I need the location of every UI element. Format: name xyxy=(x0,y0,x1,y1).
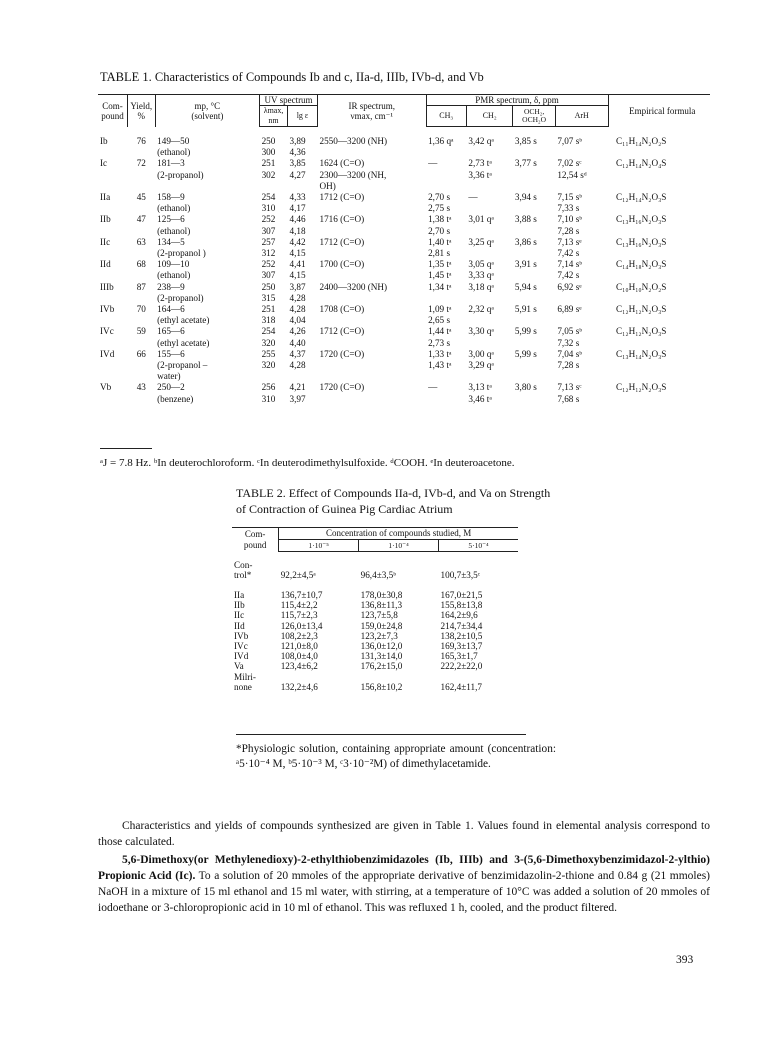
t1-cell-lg: 4,46 4,18 xyxy=(289,214,306,236)
t2-cell-compound: IVb xyxy=(234,630,249,641)
t1-cell-arh: 7,13 sᵉ 7,42 s xyxy=(557,236,582,259)
t1-header-compound: Com- pound xyxy=(98,95,127,127)
t1-header-arh: ArH xyxy=(555,106,608,127)
t1-cell-arh: 7,14 sᵇ 7,42 s xyxy=(557,259,583,281)
t1-cell-formula: C₁₂H₁₄N₂O₃S xyxy=(616,192,667,203)
t1-cell-compound: IVc xyxy=(100,326,114,337)
t2-control-v3: 100,7±3,5ᶜ xyxy=(440,569,481,580)
t1-cell-lg: 4,33 4,17 xyxy=(289,192,306,214)
t1-cell-compound: IIIb xyxy=(100,281,114,292)
t2-cell-v3: 164,2±9,6 xyxy=(440,610,478,621)
t2-cell-v3: 155,8±13,8 xyxy=(440,600,483,611)
t1-cell-och: 3,88 s xyxy=(514,214,537,225)
t1-cell-lambda: 251 302 xyxy=(261,158,276,180)
table1-title: TABLE 1. Characteristics of Compounds Ib and c, IIa-d, IIIb, IVb-d, and Vb xyxy=(100,70,484,84)
t1-header-mp: mp, °C (solvent) xyxy=(155,95,259,127)
t1-header-formula: Empirical formula xyxy=(608,95,710,127)
t1-cell-yield: 68 xyxy=(136,259,146,270)
t1-cell-ch2: 2,73 tᵃ 3,36 tᵃ xyxy=(468,158,492,180)
t1-cell-formula: C₁₂H₁₂N₂O₃S xyxy=(616,326,667,337)
t1-cell-och: 5,99 s xyxy=(514,348,537,359)
t1-cell-ch3: 1,44 tᵃ 2,73 s xyxy=(428,326,452,348)
t2-cell-v3: 169,3±13,7 xyxy=(440,640,483,651)
t1-cell-ir: 1712 (C=O) xyxy=(319,326,365,337)
table1-row xyxy=(98,192,710,214)
t2-cell-compound: IIb xyxy=(234,600,245,611)
t1-cell-ch3: 1,38 tᵃ 2,70 s xyxy=(428,214,452,236)
t1-cell-och: 5,91 s xyxy=(514,304,537,315)
t1-cell-ir: 2550—3200 (NH) xyxy=(319,135,388,146)
table2-row xyxy=(232,610,518,620)
t2-cell-v1: 136,7±10,7 xyxy=(280,589,323,600)
t2-cell-v2: 136,8±11,3 xyxy=(360,600,403,611)
body-paragraph-2 xyxy=(98,852,710,916)
table2-row xyxy=(232,651,518,661)
t1-cell-formula: C₁₁H₁₄N₂O₂S xyxy=(616,135,667,146)
body-paragraph-1: Characteristics and yields of compounds synthesized are given in Table 1. Values found in elemental analysis correspond to those calculated. xyxy=(98,820,710,848)
table1-row xyxy=(98,382,710,404)
t1-cell-lg: 4,26 4,40 xyxy=(289,326,306,348)
table2-title: TABLE 2. Effect of Compounds IIa-d, IVb-d, and Va on Strength of Contraction of Guinea Pig Cardiac Atrium xyxy=(236,486,551,516)
t2-milrinone-v1: 132,2±4,6 xyxy=(280,681,318,692)
t1-cell-mp: 109—10 (ethanol) xyxy=(157,259,191,281)
t1-cell-ch3: 1,35 tᵃ 1,45 tᵃ xyxy=(428,259,452,281)
t1-cell-ch2: 3,30 qᵃ xyxy=(468,326,494,337)
t1-cell-ch2: 3,13 tᵃ 3,46 tᵃ xyxy=(468,382,492,404)
t1-header-uv: UV spectrum xyxy=(260,95,318,106)
table2 xyxy=(232,527,518,692)
t1-cell-mp: 125—6 (ethanol) xyxy=(157,214,191,236)
t1-cell-compound: Ib xyxy=(100,135,108,146)
t1-cell-compound: IVd xyxy=(100,348,115,359)
t2-cell-v3: 222,2±22,0 xyxy=(440,661,483,672)
table2-row xyxy=(232,661,518,671)
t1-cell-ch2: 3,18 qᵃ xyxy=(468,281,494,292)
section-text: To a solution of 20 mmoles of the appropriate derivative of benzimidazolin-2-thione and 0.84 g (21 mmoles) NaOH in a mixture of 15 ml ethanol and 15 ml water, with stirring, at a temperature of 10°C was added a solution of 20 mmoles of iodoethane or 3-chloropropionic acid in 10 ml of ethanol. This was refluxed 1 h, cooled, and the product filtered. xyxy=(98,870,711,914)
t2-cell-v3: 165,3±1,7 xyxy=(440,651,478,662)
t1-cell-och: 3,80 s xyxy=(514,382,537,393)
t2-milrinone-row xyxy=(232,672,518,692)
t1-cell-ir: 2400—3200 (NH) xyxy=(319,281,388,292)
t1-cell-lg: 3,89 4,36 xyxy=(289,136,306,158)
t1-cell-ch3: 2,70 s 2,75 s xyxy=(428,192,451,214)
t1-cell-ch3: 1,09 tᵃ 2,65 s xyxy=(428,304,452,326)
t1-cell-och: 3,91 s xyxy=(514,259,537,270)
t1-cell-formula: C₁₃H₁₄N₂O₃S xyxy=(616,348,667,359)
table1-row xyxy=(98,349,710,383)
t1-cell-ir: 1720 (C=O) xyxy=(319,382,365,393)
t1-cell-lg: 4,21 3,97 xyxy=(289,382,306,404)
table2-footnote-rule xyxy=(236,734,526,735)
table2-row xyxy=(232,600,518,610)
t2-cell-v1: 108,2±2,3 xyxy=(280,630,318,641)
t1-cell-arh: 6,89 sᵉ xyxy=(557,304,582,315)
table1-row xyxy=(98,237,710,259)
table1-row xyxy=(98,282,710,304)
t1-cell-formula: C₁₂H₁₂N₂O₃S xyxy=(616,382,667,393)
t2-header-c1: 1·10⁻⁵ xyxy=(279,540,359,552)
t1-cell-ch2: 3,25 qᵃ xyxy=(468,236,494,247)
t1-cell-formula: C₁₄H₁₈N₂O₃S xyxy=(616,259,667,270)
t1-cell-lambda: 251 318 xyxy=(261,304,276,326)
t1-cell-lambda: 256 310 xyxy=(261,382,276,404)
table1-row xyxy=(98,214,710,236)
t1-cell-lg: 4,41 4,15 xyxy=(289,259,306,281)
t1-cell-compound: IIb xyxy=(100,214,111,225)
t2-cell-v2: 178,0±30,8 xyxy=(360,589,403,600)
t1-cell-arh: 6,92 sᵉ xyxy=(557,281,582,292)
t1-cell-mp: 149—50 (ethanol) xyxy=(157,135,191,157)
t1-cell-yield: 63 xyxy=(136,236,146,247)
t2-control-row xyxy=(232,552,518,580)
t1-cell-arh: 7,10 sᵇ 7,28 s xyxy=(557,214,583,236)
t1-cell-arh: 7,02 sᶜ 12,54 sᵈ xyxy=(557,158,587,180)
t2-cell-compound: Va xyxy=(234,661,244,672)
t2-cell-compound: IVd xyxy=(234,651,249,662)
t1-header-och: OCH₂, OCH₂O xyxy=(513,106,555,127)
t1-cell-arh: 7,13 sᶜ 7,68 s xyxy=(557,382,582,404)
t1-cell-yield: 70 xyxy=(136,304,146,315)
t1-cell-ir: 1720 (C=O) xyxy=(319,348,365,359)
t1-cell-yield: 43 xyxy=(136,382,146,393)
t2-cell-compound: IVc xyxy=(234,640,248,651)
t1-header-ch3: CH₃ xyxy=(426,106,466,127)
t1-cell-compound: IIa xyxy=(100,192,111,203)
t2-cell-v3: 138,2±10,5 xyxy=(440,630,483,641)
t1-cell-arh: 7,07 sᵇ xyxy=(557,136,583,146)
t2-header-c3: 5·10⁻⁴ xyxy=(439,540,518,552)
t1-cell-compound: IIc xyxy=(100,236,111,247)
t1-cell-compound: Vb xyxy=(100,382,112,393)
t1-cell-mp: 250—2 (benzene) xyxy=(157,382,194,404)
t1-cell-och: 3,77 s xyxy=(514,158,537,169)
t1-cell-mp: 165—6 (ethyl acetate) xyxy=(157,326,210,348)
t1-cell-ch2: — xyxy=(468,192,478,203)
t1-cell-ch3: 1,34 tᵃ xyxy=(428,281,452,292)
t1-cell-formula: C₁₃H₁₆N₂O₃S xyxy=(616,214,667,225)
t1-cell-yield: 45 xyxy=(136,192,146,203)
t1-cell-ir: 1716 (C=O) xyxy=(319,214,365,225)
t1-cell-lambda: 250 300 xyxy=(261,136,276,158)
table2-row xyxy=(232,580,518,600)
t1-cell-lg: 3,87 4,28 xyxy=(289,281,306,303)
t1-cell-yield: 72 xyxy=(136,158,146,169)
t2-cell-v1: 126,0±13,4 xyxy=(280,620,323,631)
t1-cell-och: 3,94 s xyxy=(514,192,537,203)
t1-cell-mp: 134—5 (2-propanol ) xyxy=(157,236,206,259)
t2-header-c2: 1·10⁻⁴ xyxy=(359,540,439,552)
t2-cell-v2: 136,0±12,0 xyxy=(360,640,403,651)
t1-cell-compound: IVb xyxy=(100,304,115,315)
t2-header-concentration: Concentration of compounds studied, M xyxy=(279,528,518,540)
t1-cell-och: 3,86 s xyxy=(514,236,537,247)
t1-cell-formula: C₁₂H₁₄N₂O₄S xyxy=(616,158,667,169)
t2-cell-compound: IId xyxy=(234,620,245,631)
t1-cell-mp: 238—9 (2-propanol) xyxy=(157,281,204,303)
t1-cell-mp: 181—3 (2-propanol) xyxy=(157,158,204,180)
t2-milrinone-v2: 156,8±10,2 xyxy=(360,681,403,692)
t1-header-pmr: PMR spectrum, δ, ppm xyxy=(426,95,608,106)
t1-cell-ir: 1708 (C=O) xyxy=(319,304,365,315)
t1-cell-ch2: 3,05 qᵃ 3,33 qᵃ xyxy=(468,259,494,281)
t1-cell-ir: 1700 (C=O) xyxy=(319,259,365,270)
t2-control-v1: 92,2±4,5ᵃ xyxy=(280,569,316,580)
t2-control-v2: 96,4±3,5ᵇ xyxy=(360,569,397,580)
t2-cell-v3: 167,0±21,5 xyxy=(440,589,483,600)
t1-cell-ch3: — xyxy=(428,158,438,169)
t1-cell-formula: C₁₀H₁₀N₂O₂S xyxy=(616,281,667,292)
t1-cell-lg: 4,37 4,28 xyxy=(289,348,306,371)
t2-cell-v2: 131,3±14,0 xyxy=(360,651,403,662)
t2-control-label: Con- trol* xyxy=(234,559,253,580)
t2-cell-v1: 115,7±2,3 xyxy=(280,610,318,621)
t1-header-lg: lg ε xyxy=(288,106,318,127)
t1-cell-lambda: 254 320 xyxy=(261,326,276,348)
t1-cell-mp: 158—9 (ethanol) xyxy=(157,192,191,214)
table2-row xyxy=(232,621,518,631)
t1-cell-lambda: 252 307 xyxy=(261,259,276,281)
table1-row xyxy=(98,304,710,326)
t2-milrinone-v3: 162,4±11,7 xyxy=(440,681,482,692)
t1-cell-yield: 66 xyxy=(136,348,146,359)
section-heading: 5,6-Dimethoxy(or Methylenedioxy)-2-ethylthiobenzimidazoles (Ib, IIIb) and 3-(5,6-Dimethoxybenzimidazol-2-ylthio) Propionic Acid (Ic). xyxy=(98,854,710,882)
t1-cell-yield: 87 xyxy=(136,281,146,292)
t1-cell-arh: 7,04 sᵇ 7,28 s xyxy=(557,348,583,371)
t2-cell-v1: 121,0±8,0 xyxy=(280,640,318,651)
t1-cell-lambda: 255 320 xyxy=(261,348,276,371)
t1-cell-ch3: 1,40 tᵃ 2,81 s xyxy=(428,236,452,259)
t1-cell-ch3: 1,36 qᵃ xyxy=(428,136,454,146)
t1-cell-yield: 76 xyxy=(136,135,146,146)
t1-cell-compound: IId xyxy=(100,259,111,270)
t2-cell-v3: 214,7±34,4 xyxy=(440,620,483,631)
t1-cell-lambda: 257 312 xyxy=(261,236,276,259)
table1-footnote: ᵃJ = 7.8 Hz. ᵇIn deuterochloroform. ᶜIn deuterodimethylsulfoxide. ᵈCOOH. ᵉIn deuteroacetone. xyxy=(100,457,515,469)
t2-header-compound: Com- pound xyxy=(232,528,279,552)
t1-cell-ir: 1712 (C=O) xyxy=(319,192,365,203)
t2-cell-v2: 159,0±24,8 xyxy=(360,620,403,631)
t2-cell-compound: IIa xyxy=(234,589,245,600)
t1-cell-och: 3,85 s xyxy=(514,136,537,146)
t1-cell-mp: 155—6 (2-propanol – water) xyxy=(157,348,208,382)
table2-row xyxy=(232,631,518,641)
t1-cell-ch2: 3,42 qᵃ xyxy=(468,136,494,146)
t1-cell-lg: 3,85 4,27 xyxy=(289,158,306,180)
table1 xyxy=(98,94,710,405)
t1-cell-formula: C₁₃H₁₆N₂O₃S xyxy=(616,236,667,247)
t1-cell-arh: 7,05 sᵇ 7,32 s xyxy=(557,326,583,348)
t1-cell-lambda: 252 307 xyxy=(261,214,276,236)
t2-cell-compound: IIc xyxy=(234,610,245,621)
t1-cell-formula: C₁₂H₁₂N₂O₃S xyxy=(616,304,667,315)
t1-cell-compound: Ic xyxy=(100,158,108,169)
t1-cell-ch3: — xyxy=(428,382,438,393)
t2-cell-v1: 108,0±4,0 xyxy=(280,651,318,662)
t1-cell-arh: 7,15 sᵇ 7,33 s xyxy=(557,192,583,214)
t1-cell-yield: 59 xyxy=(136,326,146,337)
t1-cell-ir: 1624 (C=O) 2300—3200 (NH, OH) xyxy=(319,158,387,191)
t1-header-lambda: λmax, nm xyxy=(260,106,288,127)
t2-cell-v1: 115,4±2,2 xyxy=(280,600,318,611)
t1-cell-och: 5,94 s xyxy=(514,281,537,292)
table1-row xyxy=(98,259,710,281)
table1-row xyxy=(98,326,710,348)
table1-row xyxy=(98,158,710,192)
t1-cell-ch2: 3,01 qᵃ xyxy=(468,214,494,225)
t1-cell-ch2: 3,00 qᵃ 3,29 qᵃ xyxy=(468,348,494,371)
t1-cell-yield: 47 xyxy=(136,214,146,225)
t2-cell-v2: 176,2±15,0 xyxy=(360,661,403,672)
t1-header-yield: Yield, % xyxy=(127,95,155,127)
t1-header-ir: IR spectrum, νmax, cm⁻¹ xyxy=(317,95,426,127)
t1-cell-lambda: 250 315 xyxy=(261,281,276,303)
t1-cell-ch2: 2,32 qᵃ xyxy=(468,304,494,315)
t1-cell-lambda: 254 310 xyxy=(261,192,276,214)
t2-milrinone-label: Milri- none xyxy=(234,671,256,692)
table1-footnote-rule xyxy=(100,448,152,449)
t1-cell-lg: 4,28 4,04 xyxy=(289,304,306,326)
t1-cell-ch3: 1,33 tᵃ 1,43 tᵃ xyxy=(428,348,452,371)
t1-cell-och: 5,99 s xyxy=(514,326,537,337)
t1-cell-mp: 164—6 (ethyl acetate) xyxy=(157,304,210,326)
t1-cell-ir: 1712 (C=O) xyxy=(319,236,365,247)
table2-row xyxy=(232,641,518,651)
table2-footnote: *Physiologic solution, containing appropriate amount (concentration: ᵃ5·10⁻⁴ M, ᵇ5·10⁻³ M, ᶜ3·10⁻²M) of dimethylacetamide. xyxy=(236,743,556,770)
t2-cell-v2: 123,2±7,3 xyxy=(360,630,398,641)
t1-header-ch2: CH₂ xyxy=(466,106,513,127)
t2-cell-v2: 123,7±5,8 xyxy=(360,610,398,621)
t1-cell-lg: 4,42 4,15 xyxy=(289,236,306,259)
table1-row xyxy=(98,127,710,159)
page-number: 393 xyxy=(676,954,694,966)
t2-cell-v1: 123,4±6,2 xyxy=(280,661,318,672)
